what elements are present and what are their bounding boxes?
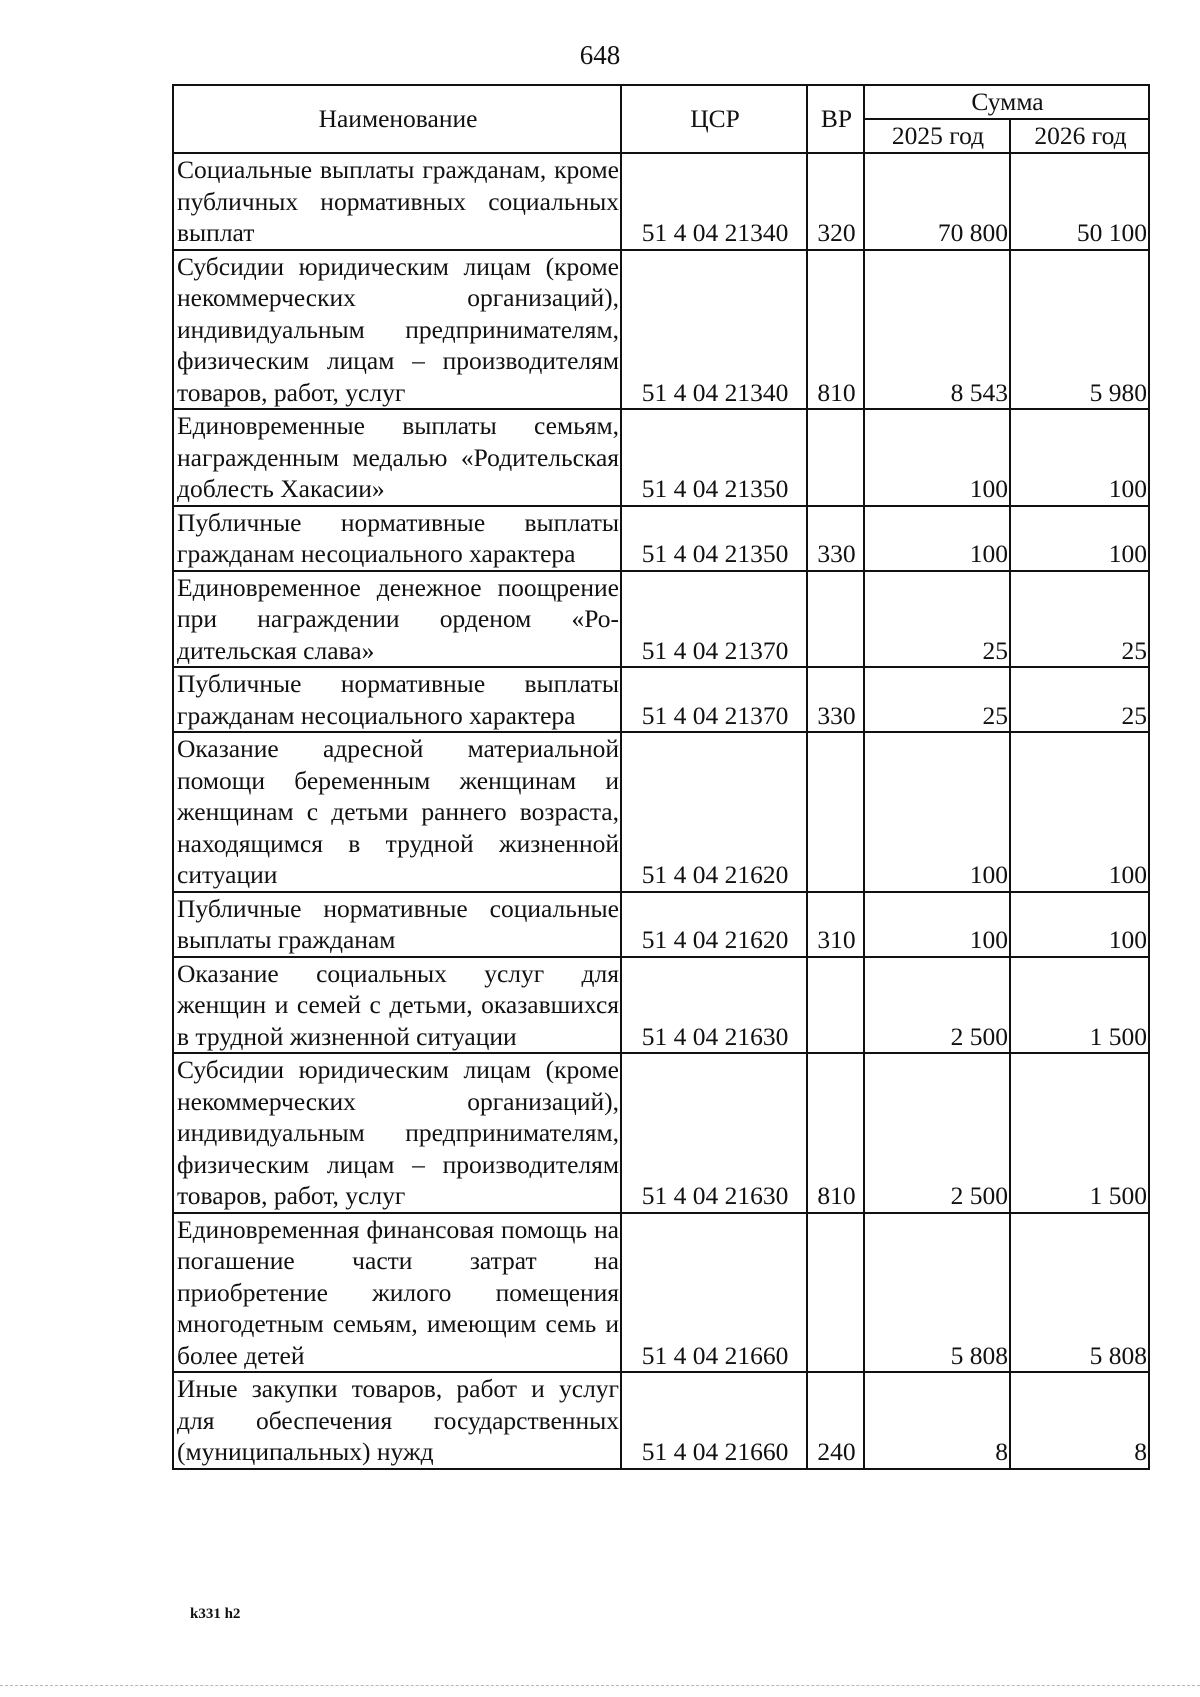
row-csr-cell: 51 4 04 21340: [621, 153, 807, 250]
row-name-cell: Единовременное денежное поощрение при награждении орденом «Родительская слава»: [173, 571, 621, 668]
row-sum-2026-cell: 100: [1010, 732, 1149, 892]
row-sum-2026-cell: 5 808: [1010, 1213, 1149, 1373]
row-sum-2026-cell: 50 100: [1010, 153, 1149, 250]
row-name-cell: Единовременные выплаты семьям, награжденным медалью «Родительская доблесть Хакасии»: [173, 409, 621, 506]
row-name-cell: Иные закупки товаров, работ и услуг для обеспечения государственных (муниципальных) нужд: [173, 1372, 621, 1469]
table-header: [173, 85, 1149, 153]
row-name-cell: Оказание социальных услуг для женщин и семей с детьми, оказавшихся в трудной жизненной ситуации: [173, 957, 621, 1054]
row-sum-2026-cell: 25: [1010, 571, 1149, 668]
row-vr-cell: 330: [807, 506, 864, 571]
table-row: [173, 1372, 1149, 1469]
row-name-cell: Оказание адресной материальной помощи беременным женщинам и женщинам с детьми раннего возраста, находящимся в трудной жизненной ситуации: [173, 732, 621, 892]
row-sum-2025-cell: 100: [864, 892, 1010, 957]
header-vr: ВР: [807, 85, 864, 153]
row-vr-cell: [807, 957, 864, 1054]
header-year-2026: 2026 год: [1010, 119, 1149, 153]
row-sum-2025-cell: 8: [864, 1372, 1010, 1469]
row-csr-cell: 51 4 04 21660: [621, 1213, 807, 1373]
row-csr-cell: 51 4 04 21630: [621, 957, 807, 1054]
row-sum-2025-cell: 100: [864, 409, 1010, 506]
table-row: [173, 892, 1149, 957]
row-csr-cell: 51 4 04 21370: [621, 571, 807, 668]
row-sum-2026-cell: 5 980: [1010, 250, 1149, 410]
row-sum-2026-cell: 100: [1010, 506, 1149, 571]
row-sum-2025-cell: 25: [864, 667, 1010, 732]
row-name-cell: Единовременная финансовая помощь на погашение части затрат на приобретение жилого помещения многодетным семьям, имеющим семь и более детей: [173, 1213, 621, 1373]
row-vr-cell: 320: [807, 153, 864, 250]
row-csr-cell: 51 4 04 21350: [621, 506, 807, 571]
table-row: [173, 957, 1149, 1054]
row-sum-2025-cell: 100: [864, 732, 1010, 892]
table-row: [173, 506, 1149, 571]
header-year-2025: 2025 год: [864, 119, 1010, 153]
table-row: [173, 1213, 1149, 1373]
row-sum-2026-cell: 100: [1010, 892, 1149, 957]
row-vr-cell: [807, 1213, 864, 1373]
row-sum-2026-cell: 1 500: [1010, 1053, 1149, 1213]
row-vr-cell: 310: [807, 892, 864, 957]
row-name-cell: Субсидии юридическим лицам (кроме некоммерческих организаций), индивидуальным предпринимателям, физическим лицам – производителям товаров, работ, услуг: [173, 250, 621, 410]
budget-table: [172, 84, 1150, 1470]
row-csr-cell: 51 4 04 21370: [621, 667, 807, 732]
table-row: [173, 250, 1149, 410]
header-sum: Сумма: [864, 85, 1149, 119]
row-sum-2025-cell: 100: [864, 506, 1010, 571]
table-body: [173, 153, 1149, 1469]
row-sum-2025-cell: 70 800: [864, 153, 1010, 250]
page-number: 648: [579, 40, 621, 70]
row-csr-cell: 51 4 04 21620: [621, 732, 807, 892]
row-sum-2026-cell: 8: [1010, 1372, 1149, 1469]
row-sum-2026-cell: 1 500: [1010, 957, 1149, 1054]
header-name: Наименование: [173, 85, 621, 153]
row-vr-cell: [807, 571, 864, 668]
row-vr-cell: [807, 409, 864, 506]
row-name-cell: Публичные нормативные выплаты гражданам несоциального характера: [173, 506, 621, 571]
footer-code: k331 h2: [190, 1606, 241, 1622]
row-name-cell: Публичные нормативные выплаты гражданам несоциального характера: [173, 667, 621, 732]
row-vr-cell: 810: [807, 250, 864, 410]
row-sum-2026-cell: 100: [1010, 409, 1149, 506]
row-csr-cell: 51 4 04 21340: [621, 250, 807, 410]
row-vr-cell: 330: [807, 667, 864, 732]
row-csr-cell: 51 4 04 21630: [621, 1053, 807, 1213]
table-row: [173, 667, 1149, 732]
row-csr-cell: 51 4 04 21620: [621, 892, 807, 957]
row-sum-2025-cell: 2 500: [864, 957, 1010, 1054]
row-vr-cell: 810: [807, 1053, 864, 1213]
row-sum-2025-cell: 5 808: [864, 1213, 1010, 1373]
row-sum-2025-cell: 8 543: [864, 250, 1010, 410]
table-row: [173, 732, 1149, 892]
row-sum-2026-cell: 25: [1010, 667, 1149, 732]
row-sum-2025-cell: 25: [864, 571, 1010, 668]
table-row: [173, 153, 1149, 250]
table-row: [173, 1053, 1149, 1213]
row-name-cell: Субсидии юридическим лицам (кроме некоммерческих организаций), индивидуальным предпринимателям, физическим лицам – производителям товаров, работ, услуг: [173, 1053, 621, 1213]
row-vr-cell: [807, 732, 864, 892]
table-row: [173, 409, 1149, 506]
row-sum-2025-cell: 2 500: [864, 1053, 1010, 1213]
table-row: [173, 571, 1149, 668]
scan-edge-line: [0, 1685, 1200, 1686]
row-name-cell: Социальные выплаты гражданам, кроме публичных нормативных социальных выплат: [173, 153, 621, 250]
row-vr-cell: 240: [807, 1372, 864, 1469]
row-csr-cell: 51 4 04 21660: [621, 1372, 807, 1469]
row-csr-cell: 51 4 04 21350: [621, 409, 807, 506]
row-name-cell: Публичные нормативные социальные выплаты гражданам: [173, 892, 621, 957]
header-csr: ЦСР: [621, 85, 807, 153]
